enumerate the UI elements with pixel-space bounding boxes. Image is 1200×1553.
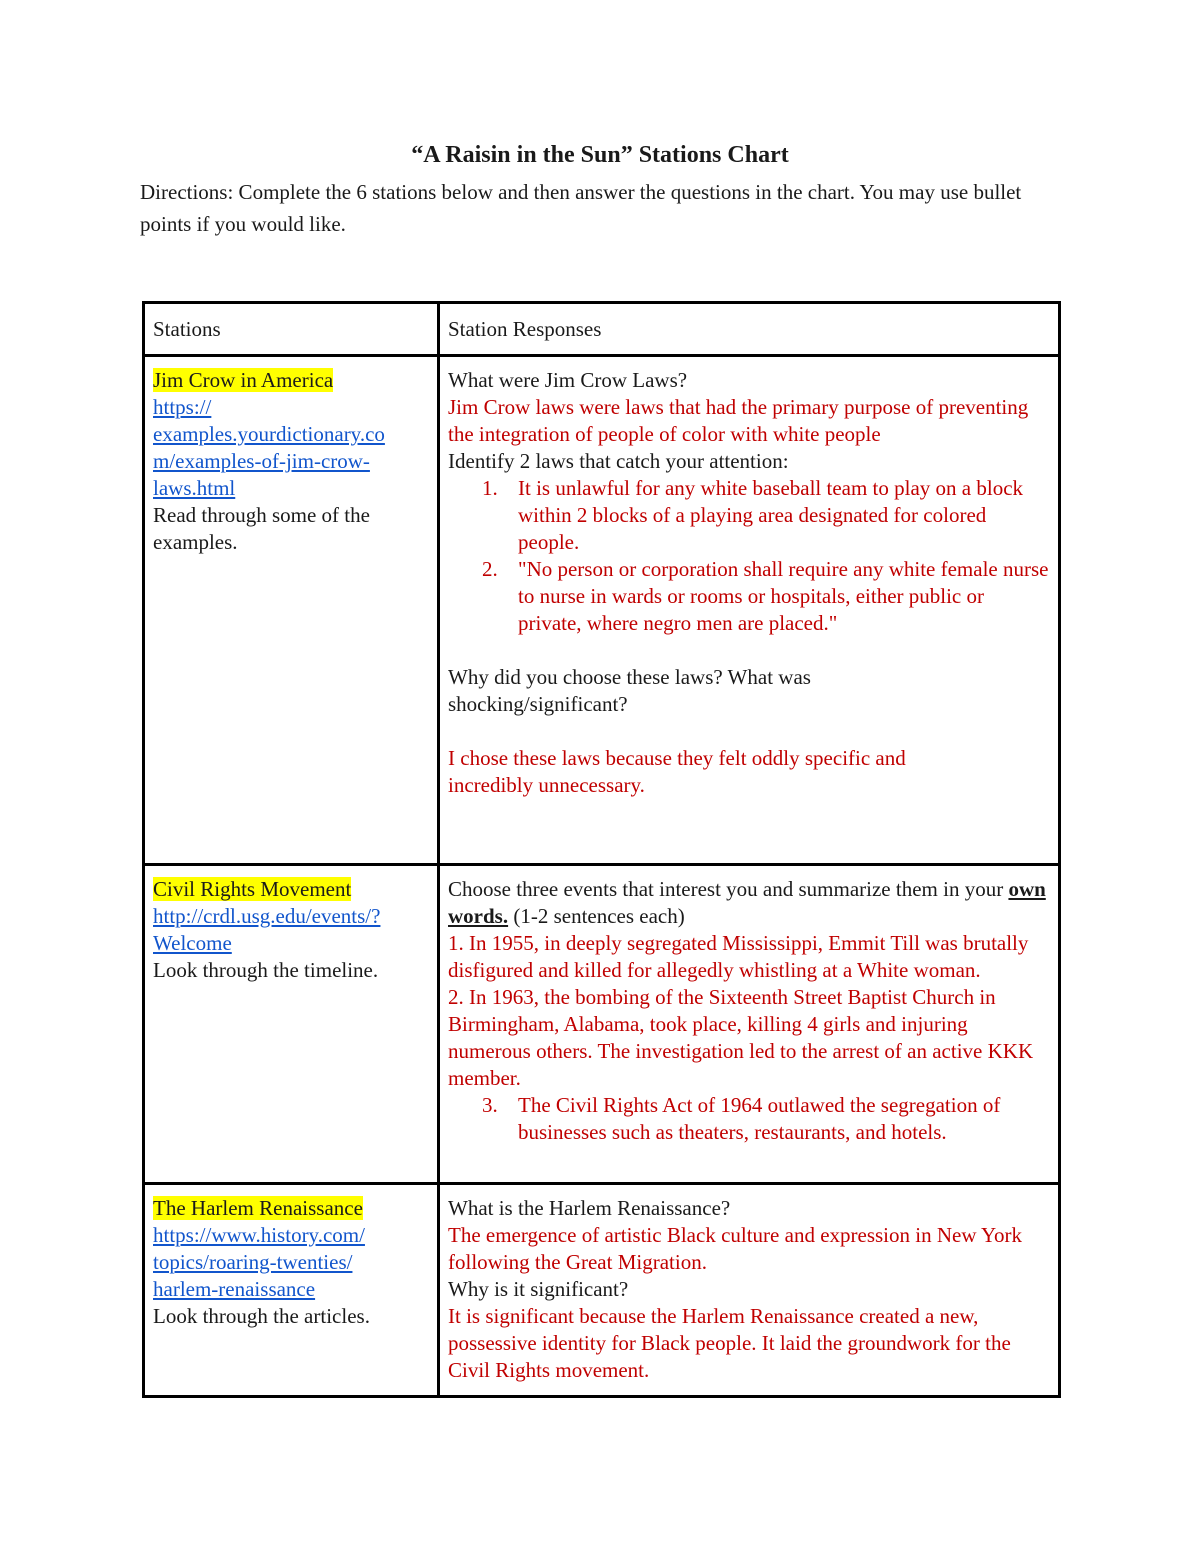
response-cell-jim-crow xyxy=(439,356,1060,865)
laws-list xyxy=(448,475,1050,637)
station-note-civil-rights: Look through the timeline. xyxy=(153,958,379,982)
station-link-jim-crow[interactable]: https:// examples.yourdictionary.co m/examples-of-jim-crow- laws.html xyxy=(153,395,385,500)
page-title: “A Raisin in the Sun” Stations Chart xyxy=(411,142,789,168)
table-row xyxy=(144,865,1060,1184)
answer-jim-crow-laws: Jim Crow laws were laws that had the primary purpose of preventing the integration of people of color with white people xyxy=(448,395,1029,446)
directions-text: Directions: Complete the 6 stations below and then answer the questions in the chart. You may use bullet points if you would like. xyxy=(140,180,1022,236)
station-note-jim-crow: Read through some of the examples. xyxy=(153,503,370,554)
station-title-harlem: The Harlem Renaissance xyxy=(153,1196,363,1220)
question-why-laws: Why did you choose these laws? What was shocking/significant? xyxy=(448,665,811,716)
answer-why-laws: I chose these laws because they felt oddly specific and incredibly unnecessary. xyxy=(448,746,906,797)
station-title-civil-rights: Civil Rights Movement xyxy=(153,877,352,901)
station-cell-harlem xyxy=(144,1184,439,1397)
station-title-jim-crow: Jim Crow in America xyxy=(153,368,334,392)
header-stations: Stations xyxy=(144,303,439,356)
civil-rights-prompt: Choose three events that interest you and summarize them in your own words. (1-2 sentences each) xyxy=(448,877,1046,928)
table-header-row xyxy=(144,303,1060,356)
station-link-harlem[interactable]: https://www.history.com/ topics/roaring-twenties/ harlem-renaissance xyxy=(153,1223,365,1301)
response-cell-civil-rights xyxy=(439,865,1060,1184)
response-cell-harlem xyxy=(439,1184,1060,1397)
civil-rights-event-1: 1. In 1955, in deeply segregated Mississippi, Emmit Till was brutally disfigured and killed for allegedly whistling at a White woman. xyxy=(448,931,1029,982)
list-item: 3. The Civil Rights Act of 1964 outlawed the segregation of businesses such as theaters, restaurants, and hotels. xyxy=(482,1093,1001,1144)
table-row xyxy=(144,356,1060,865)
station-note-harlem: Look through the articles. xyxy=(153,1304,370,1328)
header-station-responses: Station Responses xyxy=(439,303,1060,356)
station-link-civil-rights[interactable]: http://crdl.usg.edu/events/? Welcome xyxy=(153,904,381,955)
list-item: 2. "No person or corporation shall require any white female nurse to nurse in wards or rooms or hospitals, either public or private, where negro men are placed." xyxy=(482,557,1049,635)
events-list xyxy=(448,1092,1050,1146)
stations-chart xyxy=(142,301,1061,1398)
question-jim-crow-laws: What were Jim Crow Laws? xyxy=(448,368,688,392)
station-cell-civil-rights xyxy=(144,865,439,1184)
answer-significance: It is significant because the Harlem Renaissance created a new, possessive identity for Black people. It laid the groundwork for the Civil Rights movement. xyxy=(448,1304,1011,1382)
answer-harlem: The emergence of artistic Black culture and expression in New York following the Great Migration. xyxy=(448,1223,1023,1274)
question-identify-laws: Identify 2 laws that catch your attention: xyxy=(448,449,789,473)
table-row xyxy=(144,1184,1060,1397)
list-item: 1. It is unlawful for any white baseball team to play on a block within 2 blocks of a playing area designated for colored people. xyxy=(482,476,1024,554)
question-significance: Why is it significant? xyxy=(448,1277,629,1301)
civil-rights-event-2: 2. In 1963, the bombing of the Sixteenth Street Baptist Church in Birmingham, Alabama, took place, killing 4 girls and injuring numerous others. The investigation led to the arrest of an active KKK member. xyxy=(448,985,1034,1090)
station-cell-jim-crow xyxy=(144,356,439,865)
question-harlem: What is the Harlem Renaissance? xyxy=(448,1196,731,1220)
